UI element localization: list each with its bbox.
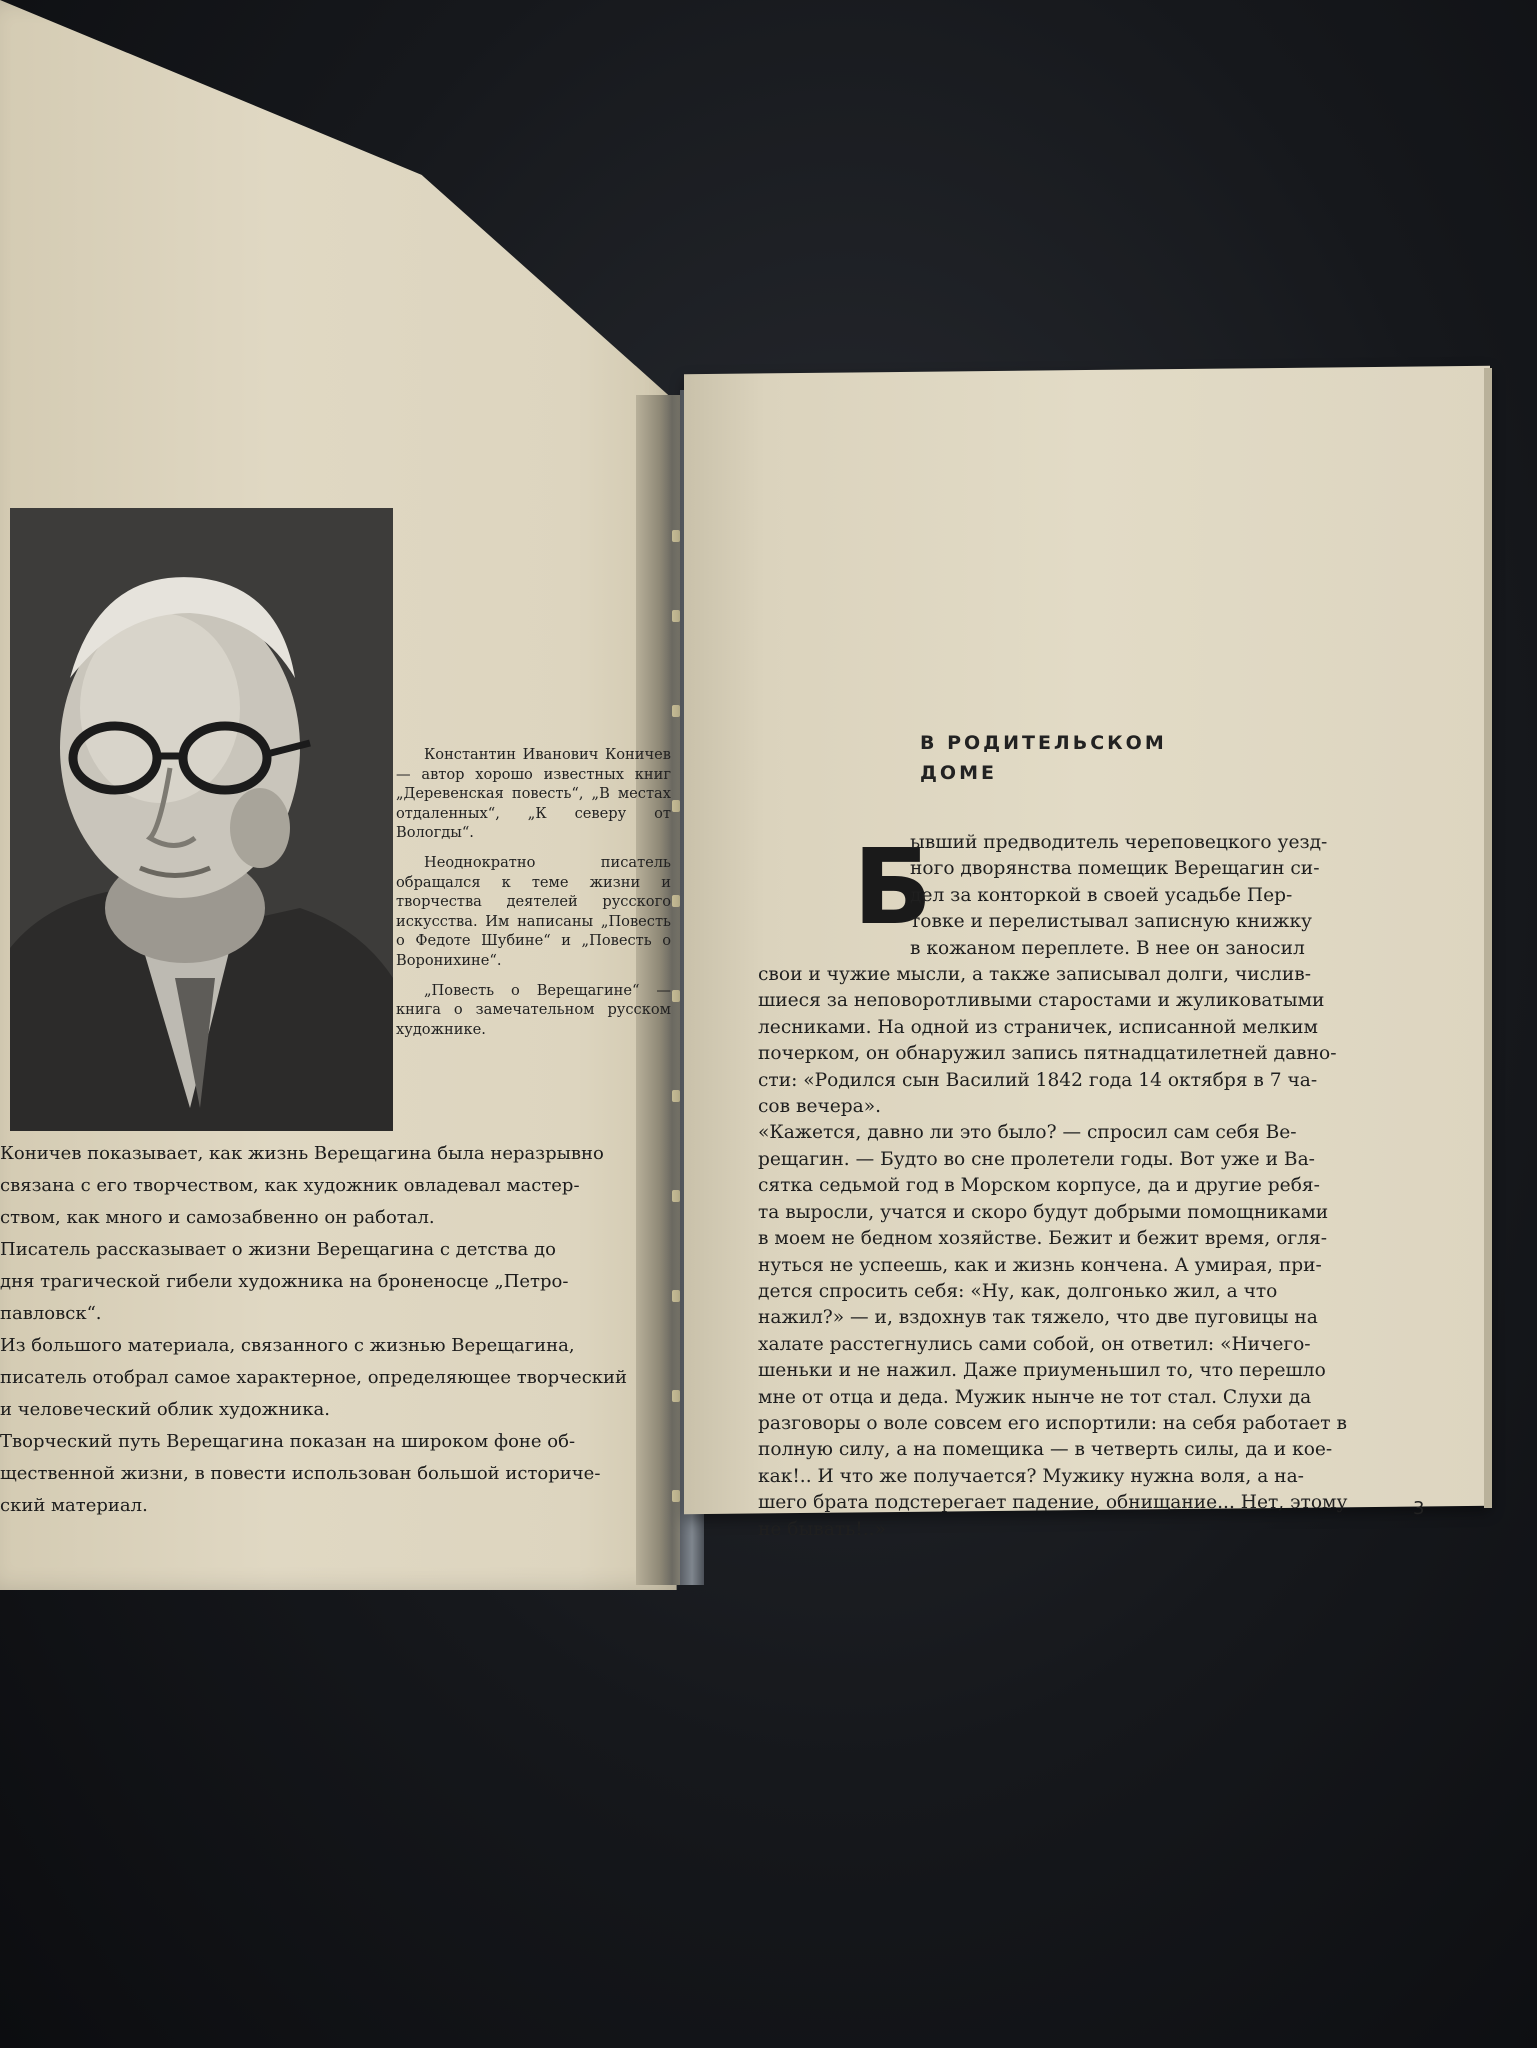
chapter-title-line: ДОМЕ xyxy=(920,762,997,784)
text-line: разговоры о воле совсем его испортили: на себя работает в xyxy=(758,1412,1347,1434)
binding-stitch xyxy=(672,1290,680,1302)
text-line: рещагин. — Будто во сне пролетели годы. Вот уже и Ва- xyxy=(758,1148,1315,1170)
text-line: павловск“. xyxy=(0,1303,102,1324)
text-line: как!.. И что же получается? Мужику нужна воля, а на- xyxy=(758,1465,1304,1487)
text-line: в кожаном переплете. В нее он заносил xyxy=(910,937,1305,959)
text-line: товке и перелистывал записную книжку xyxy=(910,911,1312,933)
binding-stitch xyxy=(672,1390,680,1402)
text-line: и человеческий облик художника. xyxy=(0,1399,330,1420)
text-line: Творческий путь Верещагина показан на широком фоне об- xyxy=(0,1431,576,1452)
text-line: почерком, он обнаружил запись пятнадцатилетней давно- xyxy=(758,1043,1337,1065)
text-line: щественной жизни, в повести использован большой историче- xyxy=(0,1463,601,1484)
text-line: дел за конторкой в своей усадьбе Пер- xyxy=(910,884,1293,906)
text-line: ного дворянства помещик Верещагин си- xyxy=(910,858,1320,880)
right-page-text xyxy=(758,826,1440,1543)
text-line: сятка седьмой год в Морском корпусе, да и другие ребя- xyxy=(758,1175,1320,1197)
binding-stitch xyxy=(672,1490,680,1502)
chapter-title xyxy=(920,728,1167,788)
text-line: Коничев показывает, как жизнь Верещагина была неразрывно xyxy=(0,1143,604,1164)
text-line: не бывать!..» xyxy=(758,1518,886,1540)
right-page-edge xyxy=(1484,368,1492,1508)
author-caption xyxy=(396,745,671,1049)
binding-stitch xyxy=(672,990,680,1002)
text-line: дется спросить себя: «Ну, как, долгонько жил, а что xyxy=(758,1280,1278,1302)
binding-stitch xyxy=(672,800,680,812)
text-line: шиеся за неповоротливыми старостами и жуликоватыми xyxy=(758,990,1325,1012)
text-line: та выросли, учатся и скоро будут добрыми помощниками xyxy=(758,1201,1329,1223)
text-line: шеньки и не нажил. Даже приуменьшил то, что перешло xyxy=(758,1360,1326,1382)
binding-stitch xyxy=(672,530,680,542)
text-line: ский материал. xyxy=(0,1495,148,1516)
text-line: мне от отца и деда. Мужик нынче не тот стал. Слухи да xyxy=(758,1386,1312,1408)
chapter-title-line: В РОДИТЕЛЬСКОМ xyxy=(920,732,1167,754)
left-page-text xyxy=(0,1138,672,1522)
binding-stitch xyxy=(672,610,680,622)
author-portrait xyxy=(10,508,393,1131)
text-line: связана с его творчеством, как художник овладевал мастер- xyxy=(0,1175,580,1196)
binding-stitch xyxy=(672,895,680,907)
binding-stitch xyxy=(672,1090,680,1102)
text-line: сов вечера». xyxy=(758,1096,882,1118)
text-line: Писатель рассказывает о жизни Верещагина с детства до xyxy=(0,1239,556,1260)
text-line: полную силу, а на помещика — в четверть силы, да и кое- xyxy=(758,1439,1333,1461)
text-line: свои и чужие мысли, а также записывал долги, числив- xyxy=(758,964,1312,986)
text-line: нажил?» — и, вздохнув так тяжело, что две пуговицы на xyxy=(758,1307,1318,1329)
text-line: ывший предводитель череповецкого уезд- xyxy=(910,832,1328,853)
text-line: шего брата подстерегает падение, обнищание... Нет, этому xyxy=(758,1492,1348,1514)
text-line: в моем не бедном хозяйстве. Бежит и бежит время, огля- xyxy=(758,1228,1327,1250)
text-line: «Кажется, давно ли это было? — спросил сам себя Ве- xyxy=(758,1122,1297,1144)
page-number: 3 xyxy=(1413,1498,1425,1519)
text-line: дня трагической гибели художника на броненосце „Петро- xyxy=(0,1271,569,1292)
portrait-drawing xyxy=(10,508,393,1131)
binding-stitch xyxy=(672,705,680,717)
text-line: сти: «Родился сын Василий 1842 года 14 октября в 7 ча- xyxy=(758,1069,1318,1091)
text-line: Из большого материала, связанного с жизнью Верещагина, xyxy=(0,1335,575,1356)
text-line: нуться не успеешь, как и жизнь кончена. А умирая, при- xyxy=(758,1254,1322,1276)
drop-cap: Б xyxy=(853,826,933,948)
text-line: ством, как много и самозабвенно он работал. xyxy=(0,1207,435,1228)
caption-paragraph: Неоднократно писатель обращался к теме жизни и творчества деятелей русского искусства. Им написаны „Повесть о Федоте Шубине“ и „Повесть о Воронихине“. xyxy=(396,853,671,969)
text-line: лесниками. На одной из страничек, исписанной мелким xyxy=(758,1016,1318,1038)
text-line: халате расстегнулись сами собой, он ответил: «Ничего- xyxy=(758,1333,1311,1355)
caption-paragraph: „Повесть о Верещагине“ — книга о замечательном русском художнике. xyxy=(396,981,671,1038)
text-line: писатель отобрал самое характерное, определяющее творческий xyxy=(0,1367,628,1388)
binding-stitch xyxy=(672,1190,680,1202)
caption-paragraph: Константин Иванович Коничев — автор хорошо известных книг „Деревенская повесть“, „В местах отдаленных“, „К северу от Вологды“. xyxy=(396,746,671,842)
